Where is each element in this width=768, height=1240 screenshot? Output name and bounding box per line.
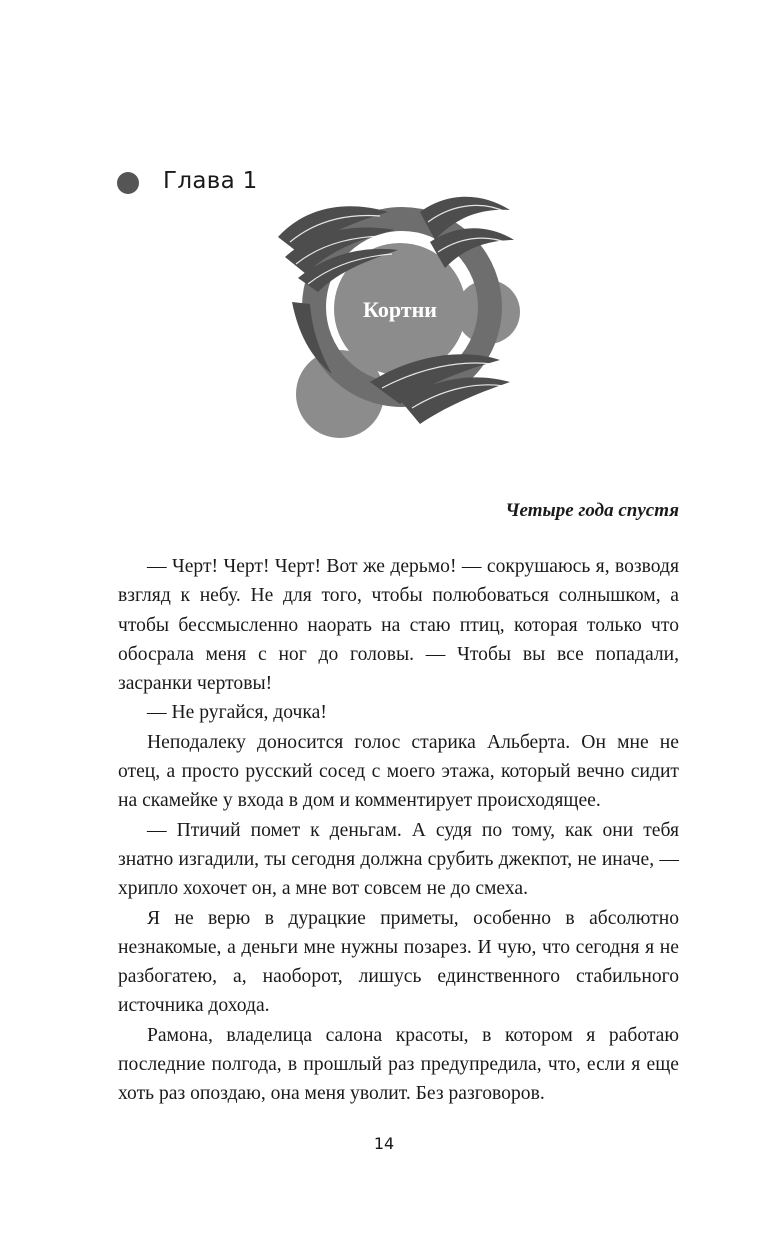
chapter-title: Глава 1 <box>163 168 258 194</box>
paragraph: Рамона, владелица салона красоты, в котором я работаю последние полгода, в прошлый раз предупредила, что, если я еще хоть раз опоздаю, она меня уволит. Без разговоров. <box>118 1024 679 1105</box>
emblem-label: Кортни <box>363 297 437 322</box>
body-text <box>118 552 679 1109</box>
page-number: 14 <box>373 1134 395 1153</box>
chapter-bullet <box>117 172 139 194</box>
paragraph: — Черт! Черт! Черт! Вот же дерьмо! — сокрушаюсь я, возводя взгляд к небу. Не для того, чтобы полюбоваться солнышком, а чтобы бессмысленно наорать на стаю птиц, которая только что обосрала меня с ног до головы. — Чтобы вы все попадали, засранки чертовы! <box>118 556 679 695</box>
paragraph: — Не ругайся, дочка! <box>147 702 327 724</box>
paragraph: — Птичий помет к деньгам. А судя по тому, как они тебя знатно изгадили, ты сегодня должна срубить джекпот, не иначе, — хрипло хохочет он, а мне вот совсем не до смеха. <box>118 819 679 900</box>
paragraph: Неподалеку доносится голос старика Альберта. Он мне не отец, а просто русский сосед с моего этажа, который вечно сидит на скамейке у входа в дом и комментирует происходящее. <box>118 731 679 812</box>
chapter-subtitle: Четыре года спустя <box>505 500 679 521</box>
chapter-emblem <box>270 182 530 442</box>
paragraph: Я не верю в дурацкие приметы, особенно в абсолютно незнакомые, а деньги мне нужны позарез. И чую, что сегодня я не разбогатею, а, наоборот, лишусь единственного стабильного источника дохода. <box>118 907 679 1017</box>
